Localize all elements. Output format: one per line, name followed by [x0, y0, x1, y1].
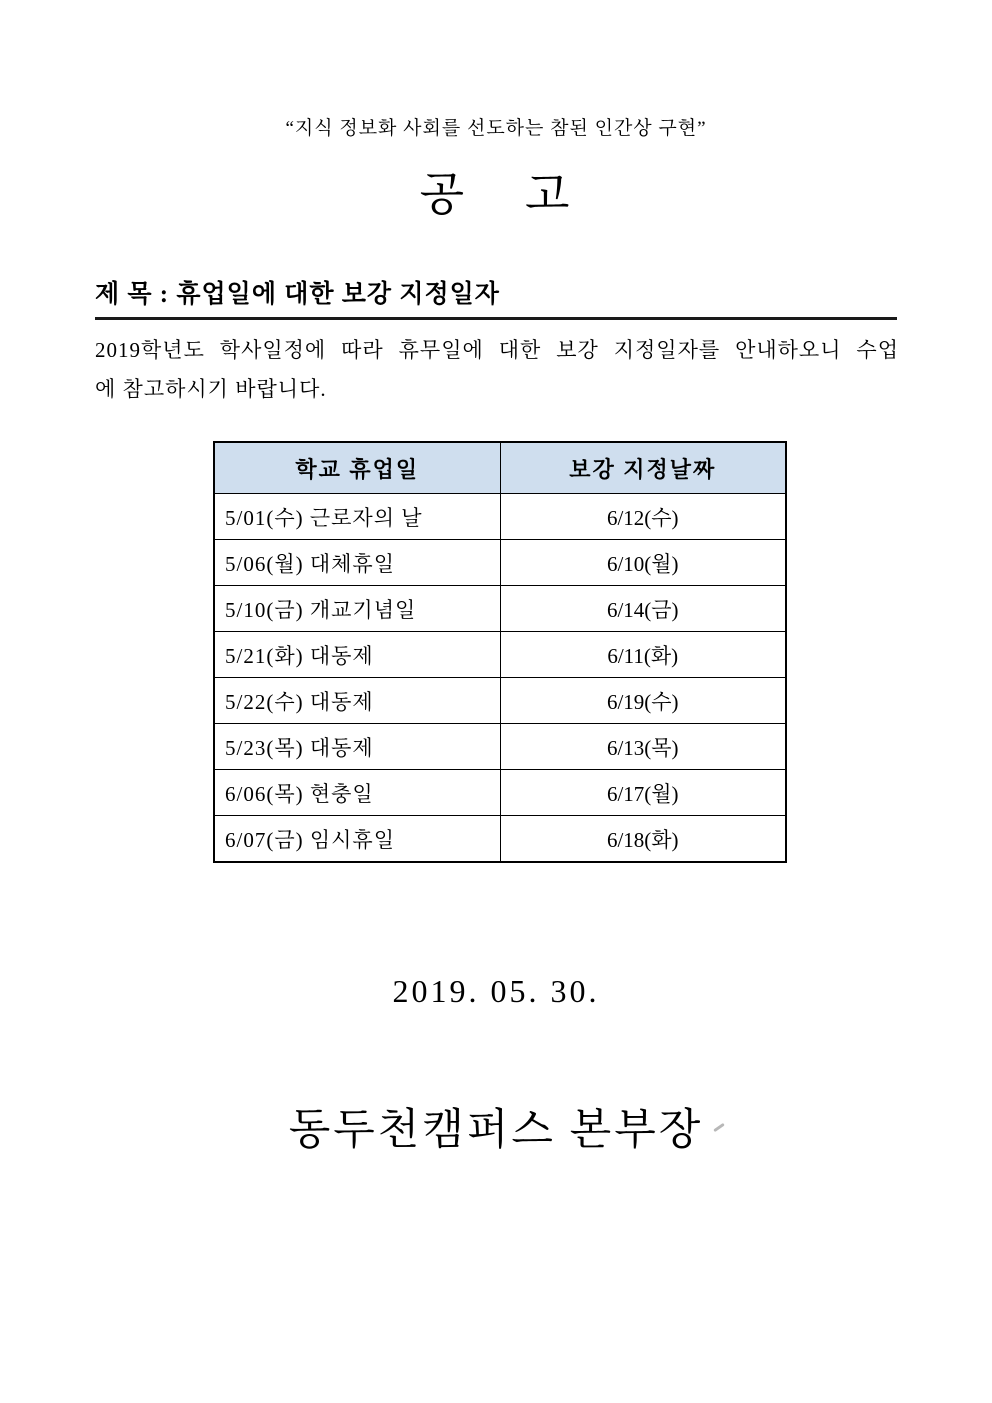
document-date: 2019. 05. 30. [392, 973, 600, 1009]
holiday-cell: 5/23(목) 대동제 [214, 724, 500, 770]
body-paragraph [95, 331, 899, 409]
makeup-date-cell: 6/13(목) [500, 724, 786, 770]
makeup-date-cell: 6/10(월) [500, 540, 786, 586]
holiday-cell: 6/06(목) 현충일 [214, 770, 500, 816]
column-header-school-holiday: 학교 휴업일 [214, 442, 500, 494]
holiday-cell: 5/21(화) 대동제 [214, 632, 500, 678]
makeup-schedule-table-container [213, 441, 787, 863]
table-row [214, 586, 786, 632]
table-row [214, 632, 786, 678]
subject-line: 제 목 : 휴업일에 대한 보강 지정일자 [95, 274, 897, 320]
holiday-cell: 5/22(수) 대동제 [214, 678, 500, 724]
table-row [214, 678, 786, 724]
makeup-date-cell: 6/17(월) [500, 770, 786, 816]
table-row [214, 816, 786, 863]
body-line: 에 참고하시기 바랍니다. [95, 377, 327, 401]
makeup-schedule-table [213, 441, 787, 863]
holiday-cell: 5/10(금) 개교기념일 [214, 586, 500, 632]
table-row [214, 770, 786, 816]
column-header-makeup-date: 보강 지정날짜 [500, 442, 786, 494]
slogan-text: “지식 정보화 사회를 선도하는 참된 인간상 구현” [285, 118, 707, 139]
makeup-date-cell: 6/12(수) [500, 494, 786, 540]
body-line: 2019학년도 학사일정에 따라 휴무일에 대한 보강 지정일자를 안내하오니 수업 [95, 338, 899, 362]
table-row [214, 540, 786, 586]
makeup-date-cell: 6/18(화) [500, 816, 786, 863]
holiday-cell: 5/01(수) 근로자의 날 [214, 494, 500, 540]
holiday-cell: 6/07(금) 임시휴일 [214, 816, 500, 863]
makeup-date-cell: 6/11(화) [500, 632, 786, 678]
table-header-row [214, 442, 786, 494]
makeup-date-cell: 6/19(수) [500, 678, 786, 724]
table-row [214, 494, 786, 540]
signature-issuer: 동두천캠퍼스 본부장 [288, 1107, 704, 1154]
table-row [214, 724, 786, 770]
makeup-date-cell: 6/14(금) [500, 586, 786, 632]
document-title: 공 고 [419, 169, 573, 220]
holiday-cell: 5/06(월) 대체휴일 [214, 540, 500, 586]
